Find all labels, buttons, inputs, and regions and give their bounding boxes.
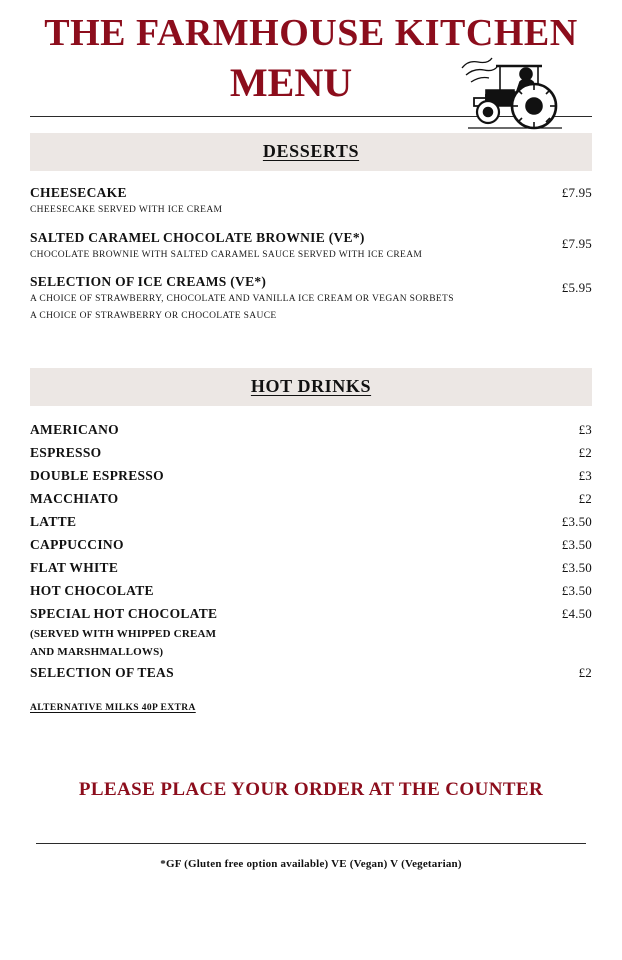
item-name: SPECIAL HOT CHOCOLATE: [30, 605, 218, 621]
item-price: £2: [578, 664, 592, 680]
footer-divider: [36, 843, 586, 844]
item-description: CHEESECAKE SERVED WITH ICE CREAM: [30, 204, 223, 215]
item-description: A CHOICE OF STRAWBERRY, CHOCOLATE AND VANILLA ICE CREAM OR VEGAN SORBETS: [30, 294, 454, 305]
section-heading-label: DESSERTS: [262, 141, 360, 162]
list-item: [30, 583, 592, 599]
item-price: £3.50: [561, 536, 592, 552]
item-name: MACCHIATO: [30, 490, 119, 506]
item-description: CHOCOLATE BROWNIE WITH SALTED CARAMEL SAUCE SERVED WITH ICE CREAM: [30, 249, 423, 260]
item-name: CHEESECAKE: [30, 184, 127, 200]
page-subtitle: MENU: [229, 59, 353, 105]
hot-drinks-list: [30, 422, 592, 713]
item-name: SELECTION OF ICE CREAMS (VE*): [30, 274, 267, 290]
list-item: [30, 185, 592, 218]
section-heading-desserts: [30, 133, 592, 171]
list-item: [30, 514, 592, 530]
item-price: £3.50: [561, 582, 592, 598]
item-price: £3: [578, 467, 592, 483]
special-hot-chocolate-note-line1: (SERVED WITH WHIPPED CREAM: [30, 627, 217, 640]
item-name: ESPRESSO: [30, 444, 102, 460]
item-name: AMERICANO: [30, 421, 119, 437]
item-price: £2: [578, 490, 592, 506]
item-price: £5.95: [561, 280, 592, 296]
special-hot-chocolate-note-line2: AND MARSHMALLOWS): [30, 645, 164, 658]
list-item: [30, 422, 592, 438]
list-item: [30, 491, 592, 507]
item-name: SELECTION OF TEAS: [30, 664, 174, 680]
page-title: THE FARMHOUSE KITCHEN: [44, 12, 578, 54]
tractor-icon: [430, 44, 580, 134]
item-name: FLAT WHITE: [30, 559, 119, 575]
item-price: £7.95: [561, 235, 592, 251]
item-price: £3: [578, 421, 592, 437]
item-name: DOUBLE ESPRESSO: [30, 467, 164, 483]
item-name: SALTED CARAMEL CHOCOLATE BROWNIE (VE*): [30, 229, 365, 245]
section-heading-hot-drinks: [30, 368, 592, 406]
item-price: £2: [578, 444, 592, 460]
list-item: [30, 468, 592, 484]
menu-header: [30, 0, 592, 117]
section-heading-label: HOT DRINKS: [250, 376, 372, 397]
desserts-list: [30, 185, 592, 324]
list-item: [30, 445, 592, 461]
item-price: £7.95: [561, 184, 592, 200]
list-item: [30, 537, 592, 553]
item-price: £3.50: [561, 559, 592, 575]
item-name: CAPPUCCINO: [30, 536, 124, 552]
item-description-secondary: A CHOICE OF STRAWBERRY OR CHOCOLATE SAUCE: [30, 311, 277, 322]
list-item: [30, 560, 592, 576]
list-item: [30, 606, 592, 622]
list-item: [30, 665, 592, 681]
allergen-legend: *GF (Gluten free option available) VE (Vegan) V (Vegetarian): [160, 857, 462, 870]
list-item: [30, 274, 592, 324]
item-price: £3.50: [561, 513, 592, 529]
order-instruction: PLEASE PLACE YOUR ORDER AT THE COUNTER: [78, 778, 544, 800]
alternative-milks-note: ALTERNATIVE MILKS 40P EXTRA: [30, 702, 196, 713]
item-name: HOT CHOCOLATE: [30, 582, 154, 598]
list-item: [30, 230, 592, 263]
item-price: £4.50: [561, 605, 592, 621]
item-name: LATTE: [30, 513, 77, 529]
